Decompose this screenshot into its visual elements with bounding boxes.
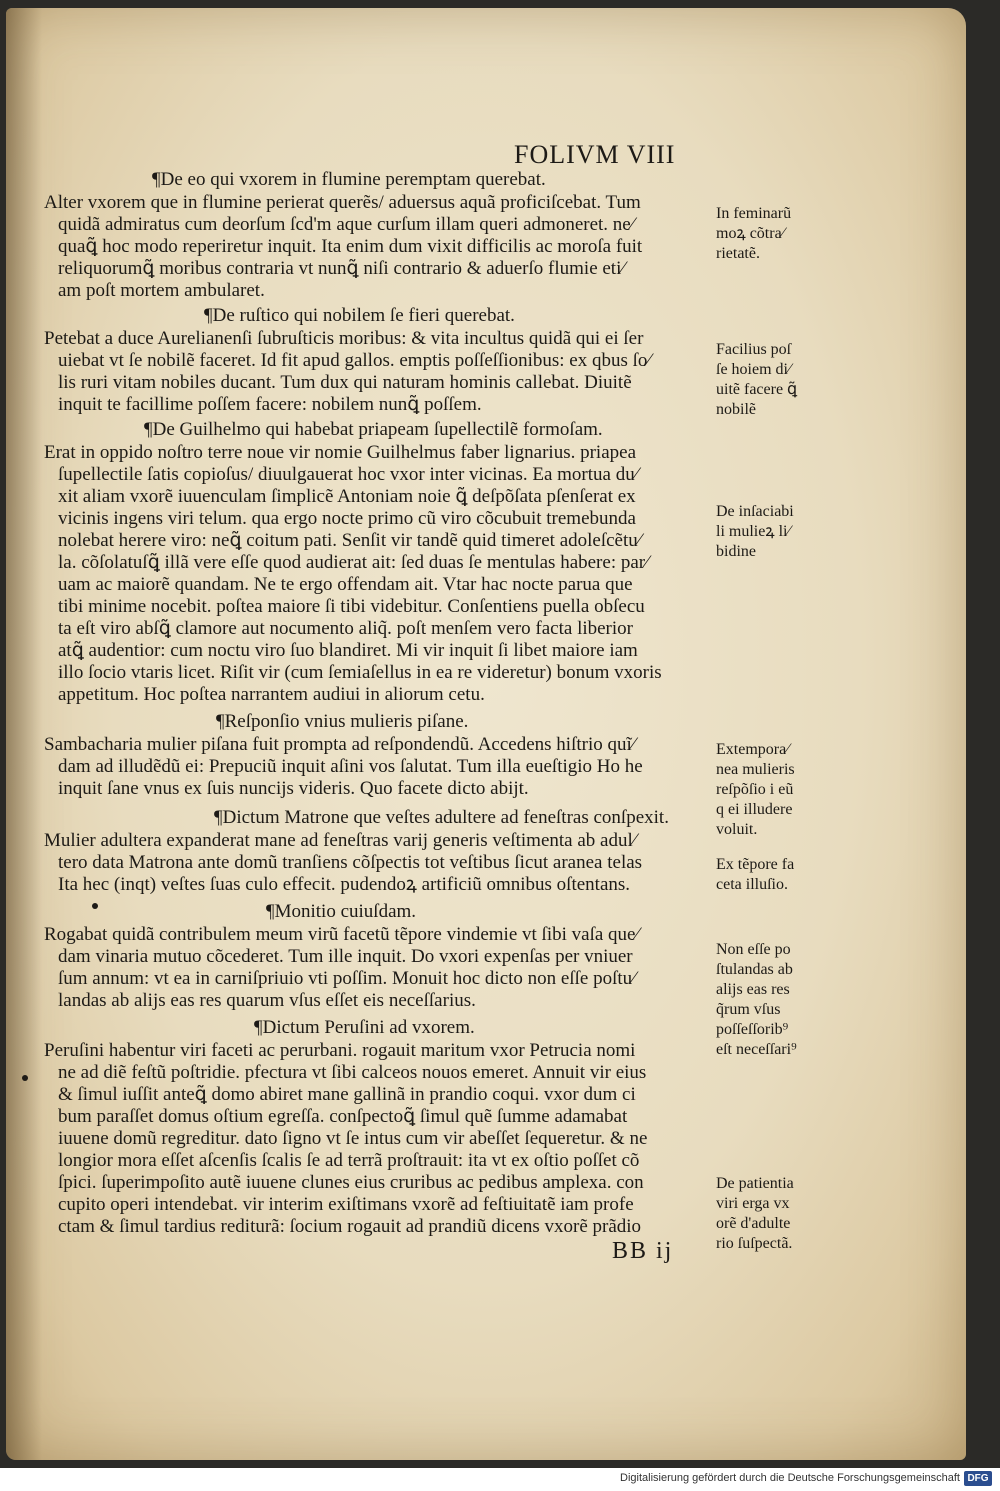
margin-note-line: bidine <box>716 543 756 560</box>
section-heading: ¶De eo qui vxorem in flumine peremptam querebat. <box>152 169 546 190</box>
margin-note-line: ceta illuſio. <box>716 876 788 893</box>
text-line: landas ab alijs eas res quarum vſus eſſet eis neceſſarius. <box>58 990 476 1011</box>
margin-note-line: li mulieꝝ li⁄ <box>716 523 791 540</box>
margin-note <box>716 502 826 562</box>
margin-note-line: reſpõſio i eũ <box>716 781 794 798</box>
text-line: Rogabat quidã contribulem meum virũ facetũ tẽpore vindemie vt ſibi vaſa que⁄ <box>44 924 639 945</box>
section-paragraph <box>44 734 714 800</box>
text-line: Erat in oppido noſtro terre noue vir nomie Guilhelmus faber lignarius. priapea <box>44 442 636 463</box>
text-line: Alter vxorem que in flumine perierat querẽs/ aduersus aquã proficiſcebat. Tum <box>44 192 641 213</box>
text-line: Petebat a duce Aurelianenſi ſubruſticis moribus: & vita incultus quidã qui ei ſer <box>44 328 644 349</box>
margin-note <box>716 204 826 264</box>
text-section <box>44 418 714 706</box>
text-line: xit aliam vxorẽ iuuenculam ſimplicẽ Antoniam noie ꝗ̃ deſpõſata pſenſerat ex <box>58 486 636 507</box>
text-line: ſupellectile ſatis copioſus/ diuulgauerat hoc vxor inter vicinas. Ea mortua du⁄ <box>58 464 638 485</box>
text-line: ſpici. ſuperimpoſito autẽ iuuene clunes eius cruribus ac pedibus amplexa. con <box>58 1172 644 1193</box>
margin-note <box>716 340 826 420</box>
margin-note <box>716 940 826 1060</box>
main-text-block <box>44 168 714 1238</box>
folio-number: FOLIVM VIII <box>514 140 676 169</box>
text-line: ſum annum: vt ea in carniſpriuio vti poſſim. Monuit hoc dicto non eſſe poſtu⁄ <box>58 968 636 989</box>
text-line: vicinis ingens viri telum. qua ergo nocte primo cũ viro cõcubuit tremebunda <box>58 508 636 529</box>
text-line: Peruſini habentur viri faceti ac perurbani. rogauit maritum vxor Petrucia nomi <box>44 1040 636 1061</box>
margin-note-line: Ex tẽpore fa <box>716 856 795 873</box>
ink-spot <box>22 1075 28 1081</box>
footer-bar <box>0 1468 1000 1491</box>
text-line: appetitum. Hoc poſtea narrantem audiui in aliorum cetu. <box>58 684 485 705</box>
text-line: bum paraſſet domus oſtium egreſſa. conſpectoꝗ̃ ſimul quẽ ſumme adamabat <box>58 1106 628 1127</box>
section-heading: ¶De Guilhelmo qui habebat priapeam ſupellectilẽ formoſam. <box>144 419 603 440</box>
text-line: iuuene domũ regreditur. dato ſigno vt ſe intus cum vir abeſſet ſequeretur. & ne <box>58 1128 648 1149</box>
margin-note <box>716 740 826 840</box>
margin-note-line: De patientia <box>716 1175 794 1192</box>
margin-note-line: In feminarũ <box>716 205 792 222</box>
text-section <box>44 1016 714 1238</box>
text-line: dam vinaria mutuo cõcederet. Tum ille inquit. Do vxori expenſas per vniuer <box>58 946 633 967</box>
section-paragraph <box>44 192 714 302</box>
text-line: ne ad diẽ feſtũ poſtridie. pfectura vt ſibi calceos nouos emeret. Annuit vir eius <box>58 1062 647 1083</box>
section-paragraph <box>44 1040 714 1238</box>
margin-note-line: voluit. <box>716 821 758 838</box>
text-line: tero data Matrona ante domũ tranſiens cõſpectis tot veſtibus ſicut aranea telas <box>58 852 643 873</box>
text-line: ta eſt viro abſꝗ̃ clamore aut nocumento aliq̃. poſt menſem vero facta liberior <box>58 618 633 639</box>
margin-note-line: eſt neceſſari⁹ <box>716 1041 797 1058</box>
text-section <box>44 806 714 896</box>
section-paragraph <box>44 830 714 896</box>
margin-note-line: moꝝ cõtra⁄ <box>716 225 785 242</box>
dfg-logo-icon: DFG <box>964 1471 992 1486</box>
ink-spot <box>92 903 98 909</box>
margin-note-line: ſe hoiem di⁄ <box>716 361 791 378</box>
section-paragraph <box>44 442 714 706</box>
text-line: reliquorumꝗ̃ moribus contraria vt nunꝗ̃ niſi contrario & aduerſo flumie eti⁄ <box>58 258 625 279</box>
margin-note-line: nea mulieris <box>716 761 795 778</box>
text-section <box>44 304 714 416</box>
margin-note-line: viri erga vx <box>716 1195 790 1212</box>
section-paragraph <box>44 328 714 416</box>
text-line: Ita hec (inqt) veſtes ſuas culo effecit. pudendoꝝ artificiũ omnibus oſtentans. <box>58 874 631 895</box>
margin-note-line: poſſeſſorib⁹ <box>716 1021 789 1038</box>
margin-note-line: alijs eas res <box>716 981 790 998</box>
text-line: Sambacharia mulier piſana fuit prompta ad reſpondendũ. Accedens hiſtrio quĩ⁄ <box>44 734 635 755</box>
text-line: nolebat herere viro: neꝗ̃ coitum pati. Senſit vir tandẽ quid timeret adoleſcẽtu⁄ <box>58 530 641 551</box>
margin-note <box>716 855 826 895</box>
section-heading: ¶Reſponſio vnius mulieris piſane. <box>216 711 469 732</box>
text-line: ctam & ſimul tardius rediturã: ſocium rogauit ad prandiũ dicens vxorẽ prãdio <box>58 1216 642 1237</box>
section-heading: ¶Dictum Matrone que veſtes adultere ad feneſtras conſpexit. <box>214 807 669 828</box>
section-heading: ¶Monitio cuiuſdam. <box>266 901 417 922</box>
text-line: inquit ſane vnus ex ſuis nuncijs videris. Quo facete dicto abijt. <box>58 778 529 799</box>
text-line: atꝗ̃ audentior: cum noctu viro ſuo blandiret. Mi vir inquit ſi libet maiore iam <box>58 640 638 661</box>
margin-note-line: rietatẽ. <box>716 245 760 262</box>
text-line: dam ad illudẽdũ ei: Prepuciũ inquit aſini vos ſalutat. Tum illa eueſtigio Ho he <box>58 756 643 777</box>
text-line: uam ac maiorẽ quandam. Ne te ergo offendam ait. Vtar hac nocte parua que <box>58 574 633 595</box>
text-line: uiebat vt ſe nobilẽ faceret. Id fit apud gallos. emptis poſſeſſionibus: ex qbus ſo⁄ <box>58 350 651 371</box>
text-line: quidã admiratus cum deorſum ſcd'm aque curſum illam queri admoneret. ne⁄ <box>58 214 634 235</box>
text-line: Mulier adultera expanderat mane ad feneſtras varij generis veſtimenta ab adul⁄ <box>44 830 636 851</box>
margin-note-line: ſtulandas ab <box>716 961 793 978</box>
text-line: illo ſocio vtaris licet. Riſit vir (cum ſemiaſellus in ea re videretur) bonum vxoris <box>58 662 662 683</box>
section-heading: ¶De ruſtico qui nobilem ſe fieri querebat. <box>204 305 515 326</box>
signature-mark: BB ij <box>612 1238 674 1264</box>
margin-note-line: Extempora⁄ <box>716 741 789 758</box>
text-line: cupito operi intendebat. vir interim exiſtimans vxorẽ ad feſtiuitatẽ iam profe <box>58 1194 634 1215</box>
text-line: longior mora eſſet aſcenſis ſcalis ſe ad terrã proſtrauit: ita vt ex oſtio poſſet cõ <box>58 1150 640 1171</box>
text-line: am poſt mortem ambularet. <box>58 280 265 301</box>
text-line: quaꝗ̃ hoc modo reperiretur inquit. Ita enim dum vixit difficilis ac moroſa fuit <box>58 236 643 257</box>
text-section <box>44 168 714 302</box>
margin-note-line: q̃rum vſus <box>716 1001 781 1018</box>
text-section <box>44 900 714 1012</box>
section-paragraph <box>44 924 714 1012</box>
margin-note-line: nobilẽ <box>716 401 756 418</box>
text-line: lis ruri vitam nobiles ducant. Tum dux qui naturam hominis callebat. Diuitẽ <box>58 372 632 393</box>
text-line: tibi minime nocebit. poſtea maiore ſi tibi videbitur. Conſentiens puella obſecu <box>58 596 645 617</box>
margin-note-line: uitẽ facere ꝗ̃ <box>716 381 798 398</box>
footer-credit: Digitalisierung gefördert durch die Deutsche Forschungsgemeinschaft <box>620 1472 960 1484</box>
text-line: la. cõſolatuſꝗ̃ illã vere eſſe quod audierat ait: ſed duas ſe mentulas habere: par⁄ <box>58 552 649 573</box>
margin-note-line: q ei illudere <box>716 801 793 818</box>
margin-note <box>716 1174 826 1254</box>
margin-note-line: Non eſſe po <box>716 941 791 958</box>
margin-note-line: Facilius poſ <box>716 341 792 358</box>
section-heading: ¶Dictum Peruſini ad vxorem. <box>254 1017 475 1038</box>
text-section <box>44 710 714 800</box>
margin-note-line: rio ſuſpectã. <box>716 1235 793 1252</box>
margin-note-line: orẽ d'adulte <box>716 1215 791 1232</box>
margin-note-line: De inſaciabi <box>716 503 794 520</box>
text-line: & ſimul iuſſit anteꝗ̃ domo abiret mane gallinã in prandio coqui. vxor dum ci <box>58 1084 636 1105</box>
text-line: inquit te facillime poſſem facere: nobilem nunꝗ̃ poſſem. <box>58 394 482 415</box>
